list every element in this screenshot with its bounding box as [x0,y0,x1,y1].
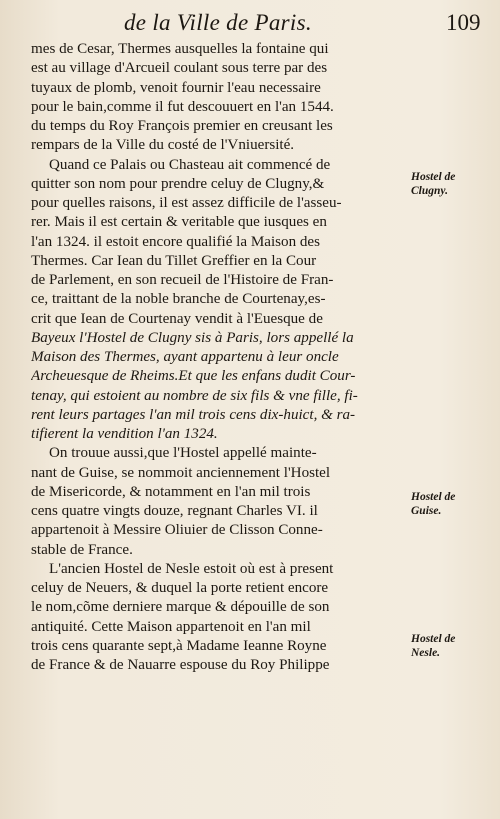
paragraph-start-line: L'ancien Hostel de Nesle estoit où est à present [49,560,334,577]
quoted-line: tifierent la vendition l'an 1324. [31,426,218,442]
text-line: de France & de Nauarre espouse du Roy Philippe [31,657,330,673]
text-line: crit que Iean de Courtenay vendit à l'Euesque de [31,310,323,327]
paragraph-start-line: Quand ce Palais ou Chasteau ait commencé de [49,156,331,173]
text-line: stable de France. [31,541,133,558]
margin-note-line: Hostel de [411,491,456,503]
text-line: celuy de Neuers, & duquel la porte retient encore [31,580,329,596]
margin-note-line: Nesle. [411,647,441,659]
running-title: de la Ville de Paris. [124,10,312,35]
margin-note-nesle [411,632,493,660]
margin-note-line: Hostel de [411,171,456,183]
quoted-line: Bayeux l'Hostel de Clugny sis à Paris, lors appellé la [31,329,354,346]
text-line: quitter son nom pour prendre celuy de Clugny,& [31,175,325,192]
text-line: mes de Cesar, Thermes ausquelles la fontaine qui [31,41,329,57]
paragraph-start-line: On trouue aussi,que l'Hostel appellé mainte- [49,445,317,462]
text-line: rempars de la Ville du costé de l'Vniuersité. [31,137,295,154]
text-line: Thermes. Car Iean du Tillet Greffier en la Cour [31,252,317,269]
margin-note-guise [411,490,493,518]
text-line: antiquité. Cette Maison appartenoit en l'an mil [31,618,311,635]
quoted-line: Maison des Thermes, ayant appartenu à leur oncle [31,349,339,365]
text-line: est au village d'Arcueil coulant sous terre par des [31,60,328,77]
quoted-line: tenay, qui estoient au nombre de six fils & vne fille, fi- [31,387,358,404]
text-line: pour le bain,comme il fut descouuert en l'an 1544. [31,98,334,115]
text-line: appartenoit à Messire Oliuier de Clisson Conne- [31,522,323,539]
text-line: ce, traittant de la noble branche de Courtenay,es- [31,291,326,308]
margin-note-line: Clugny. [411,185,448,197]
text-line: nant de Guise, se nommoit anciennement l'Hostel [31,464,331,481]
page-header [0,10,500,40]
text-line: le nom,cõme derniere marque & dépouille de son [31,599,330,616]
text-line: l'an 1324. il estoit encore qualifié la Maison des [31,233,321,250]
text-line: cens quatre vingts douze, regnant Charles VI. il [31,503,318,519]
text-line: de Parlement, en son recueil de l'Histoire de Fran- [31,272,334,288]
text-line: rer. Mais il est certain & veritable que iusques en [31,214,327,231]
margin-note-line: Hostel de [411,633,456,645]
text-line: tuyaux de plomb, venoit fournir l'eau necessaire [31,79,321,96]
text-line: de Misericorde, & notamment en l'an mil trois [31,483,311,500]
quoted-line: rent leurs partages l'an mil trois cens dix-huict, & ra- [31,406,356,423]
margin-note-clugny [411,170,493,198]
body-text [31,40,411,675]
text-line: pour quelles raisons, il est assez difficile de l'asseu- [31,195,342,211]
page-number: 109 [446,10,481,35]
text-line: du temps du Roy François premier en creusant les [31,118,333,134]
text-line: trois cens quarante sept,à Madame Ieanne Royne [31,637,327,654]
quoted-line: Archeuesque de Rheims.Et que les enfans dudit Cour- [31,368,356,385]
margin-note-line: Guise. [411,505,442,517]
